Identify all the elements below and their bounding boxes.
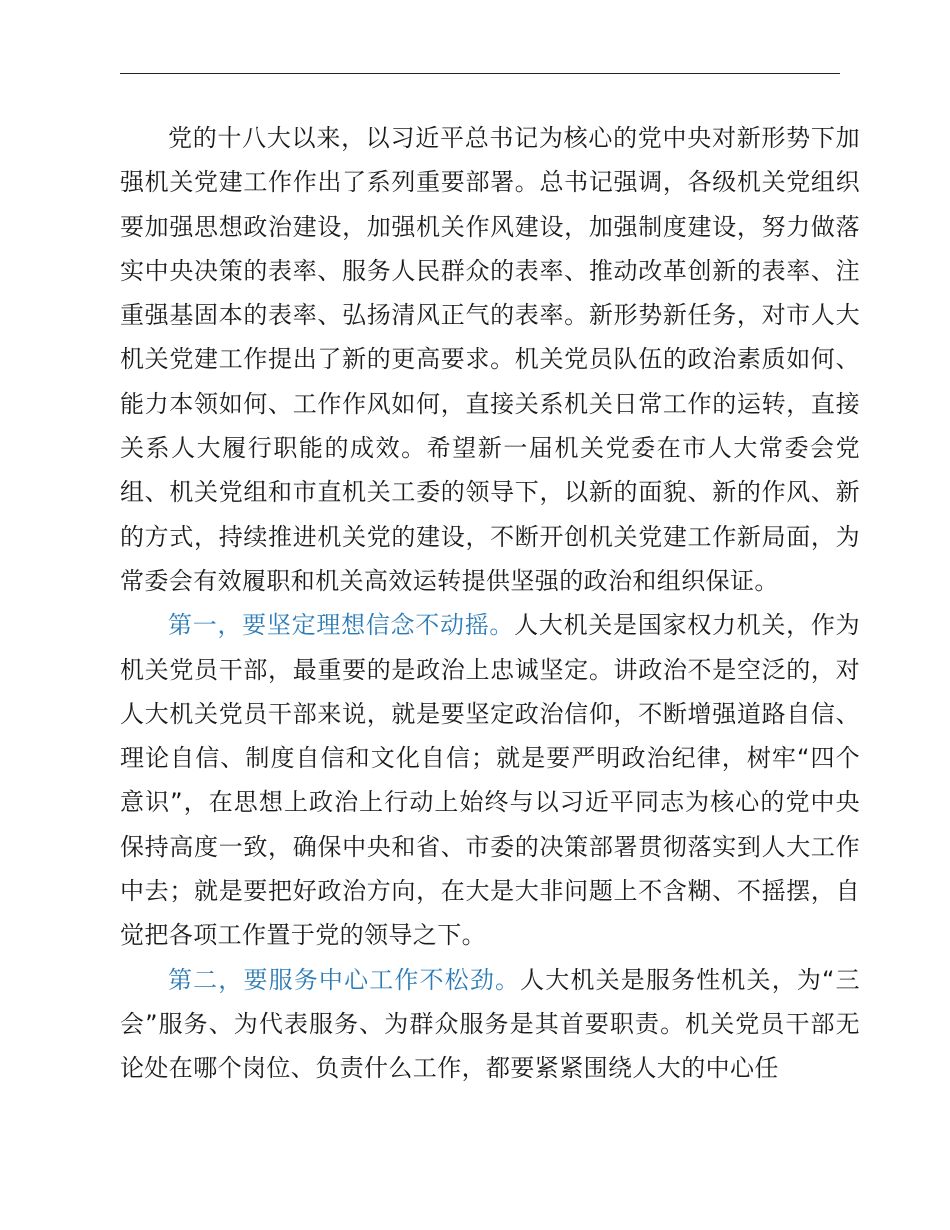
paragraph-intro	[120, 116, 860, 603]
paragraph-text: 人大机关是国家权力机关，作为机关党员干部，最重要的是政治上忠诚坚定。讲政治不是空泛的，对人大机关党员干部来说，就是要坚定政治信仰，不断增强道路自信、理论自信、制度自信和文化自信；就是要严明政治纪律，树牢“四个意识”，在思想上政治上行动上始终与以习近平同志为核心的党中央保持高度一致，确保中央和省、市委的决策部署贯彻落实到人大工作中去；就是要把好政治方向，在大是大非问题上不含糊、不摇摆，自觉把各项工作置于党的领导之下。	[120, 611, 860, 950]
paragraph-text: 党的十八大以来，以习近平总书记为核心的党中央对新形势下加强机关党建工作作出了系列重要部署。总书记强调，各级机关党组织要加强思想政治建设，加强机关作风建设，加强制度建设，努力做落实中央决策的表率、服务人民群众的表率、推动改革创新的表率、注重强基固本的表率、弘扬清风正气的表率。新形势新任务，对市人大机关党建工作提出了新的更高要求。机关党员队伍的政治素质如何、能力本领如何、工作作风如何，直接关系机关日常工作的运转，直接关系人大履行职能的成效。希望新一届机关党委在市人大常委会党组、机关党组和市直机关工委的领导下，以新的面貌、新的作风、新的方式，持续推进机关党的建设，不断开创机关党建工作新局面，为常委会有效履职和机关高效运转提供坚强的政治和组织保证。	[120, 124, 860, 595]
paragraph-text: 人大机关是服务性机关，为“三会”服务、为代表服务、为群众服务是其首要职责。机关党员干部无论处在哪个岗位、负责什么工作，都要紧紧围绕人大的中心任	[120, 965, 860, 1083]
header-rule	[120, 73, 840, 74]
point-heading: 第一，要坚定理想信念不动摇。	[168, 611, 515, 640]
document-body	[120, 116, 860, 1091]
point-heading: 第二，要服务中心工作不松劲。	[168, 965, 521, 994]
paragraph-point-1	[120, 603, 860, 957]
paragraph-point-2	[120, 958, 860, 1091]
